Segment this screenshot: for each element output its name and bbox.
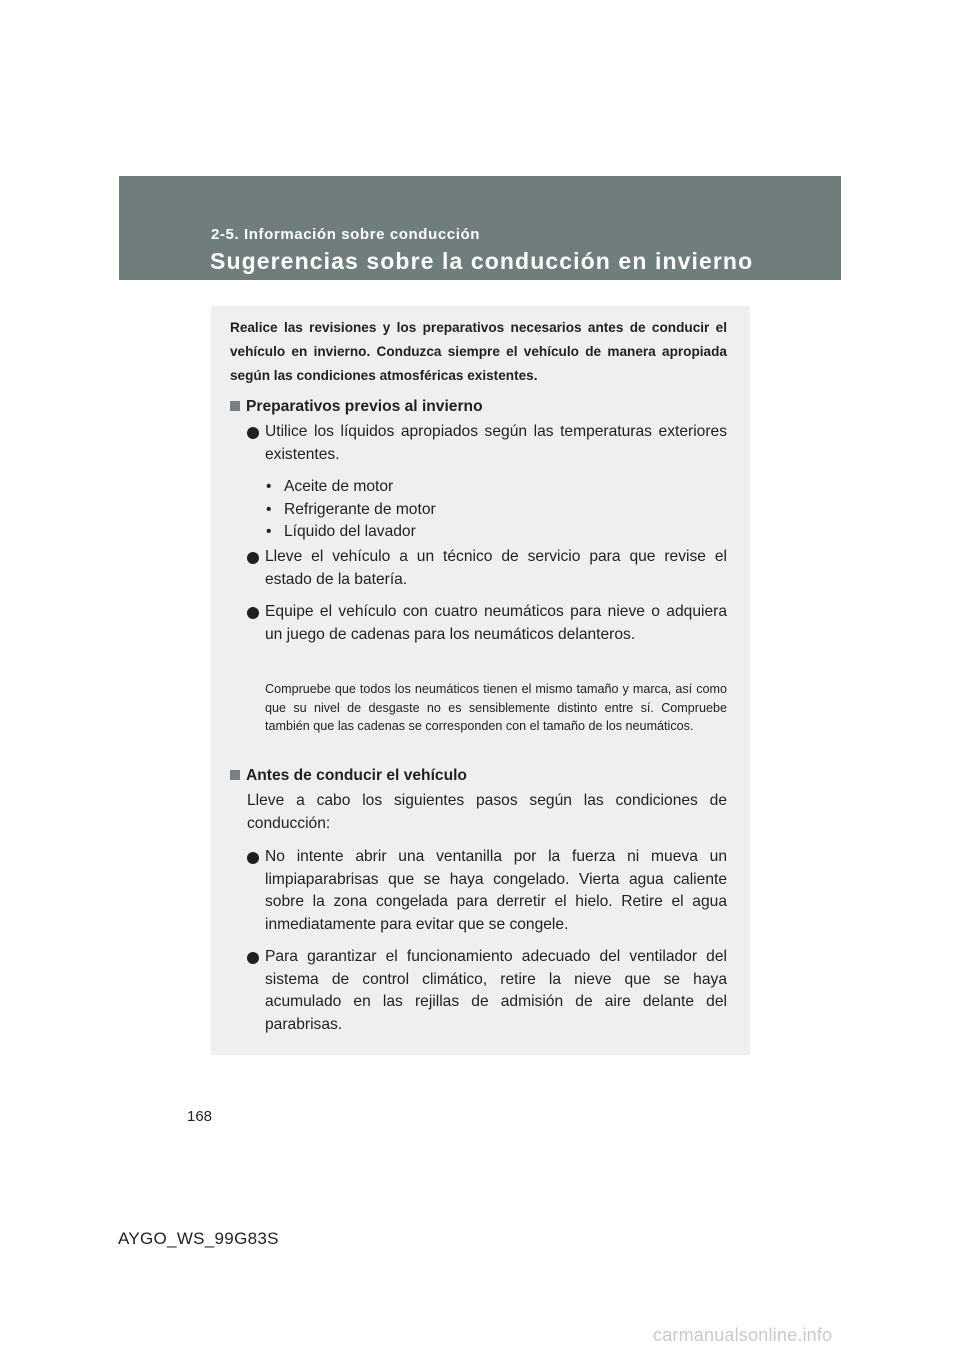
bullet-text: Equipe el vehículo con cuatro neumáticos para nieve o adquiera un juego de cadenas para los neumáticos delanteros. <box>265 603 727 643</box>
section-heading-label: Preparativos previos al invierno <box>246 398 483 415</box>
bullet-text: Para garantizar el funcionamiento adecuado del ventilador del sistema de control climático, retire la nieve que se haya acumulado en las rejillas de admisión de aire delante del parabrisas. <box>265 948 727 1033</box>
small-bullet-icon: • <box>266 501 272 518</box>
document-code: AYGO_WS_99G83S <box>118 1229 279 1248</box>
list-item-label: Aceite de motor <box>284 478 394 495</box>
list-item <box>266 476 393 498</box>
bullet-item <box>247 601 727 646</box>
bullet-dot-icon <box>247 852 259 864</box>
header-band <box>119 176 841 280</box>
content-box <box>211 306 750 1055</box>
section-heading-label: Antes de conducir el vehículo <box>246 767 467 784</box>
bullet-text: No intente abrir una ventanilla por la fuerza ni mueva un limpiaparabrisas que se haya congelado. Vierta agua caliente sobre la zona congelada para derretir el hielo. Retire el agua inmediatamente para evitar que se congele. <box>265 848 727 933</box>
bullet-dot-icon <box>247 607 259 619</box>
page-title: Sugerencias sobre la conducción en invierno <box>210 248 754 274</box>
square-marker-icon <box>230 401 240 411</box>
watermark: carmanualsonline.info <box>653 1325 833 1345</box>
bullet-item <box>247 846 727 936</box>
bullet-dot-icon <box>247 952 259 964</box>
bullet-dot-icon <box>247 427 259 439</box>
section-heading-winter-prep <box>230 396 730 418</box>
bullet-dot-icon <box>247 552 259 564</box>
list-item-label: Líquido del lavador <box>284 523 416 540</box>
note-paragraph: Compruebe que todos los neumáticos tienen el mismo tamaño y marca, así como que su nivel de desgaste no es sensiblemente distinto entre sí. Compruebe también que las cadenas se corresponden con el tamaño de los neumáticos. <box>265 682 727 733</box>
bullet-item <box>247 421 727 466</box>
bullet-item <box>247 946 727 1036</box>
square-marker-icon <box>230 770 240 780</box>
section-label: 2-5. Información sobre conducción <box>211 226 481 243</box>
small-bullet-icon: • <box>266 478 272 495</box>
list-item <box>266 499 436 521</box>
list-item-label: Refrigerante de motor <box>284 501 436 518</box>
page-number: 168 <box>187 1108 213 1125</box>
list-item <box>266 521 416 543</box>
intro-paragraph: Realice las revisiones y los preparativos necesarios antes de conducir el vehículo en invierno. Conduzca siempre el vehículo de manera apropiada según las condiciones atmosféricas existentes. <box>230 320 727 383</box>
bullet-text: Utilice los líquidos apropiados según las temperaturas exteriores existentes. <box>265 423 727 463</box>
bullet-item <box>247 546 727 591</box>
body-paragraph: Lleve a cabo los siguientes pasos según las condiciones de conducción: <box>247 792 727 832</box>
section-heading-before-driving <box>230 765 730 787</box>
bullet-text: Lleve el vehículo a un técnico de servicio para que revise el estado de la batería. <box>265 548 727 588</box>
small-bullet-icon: • <box>266 523 272 540</box>
